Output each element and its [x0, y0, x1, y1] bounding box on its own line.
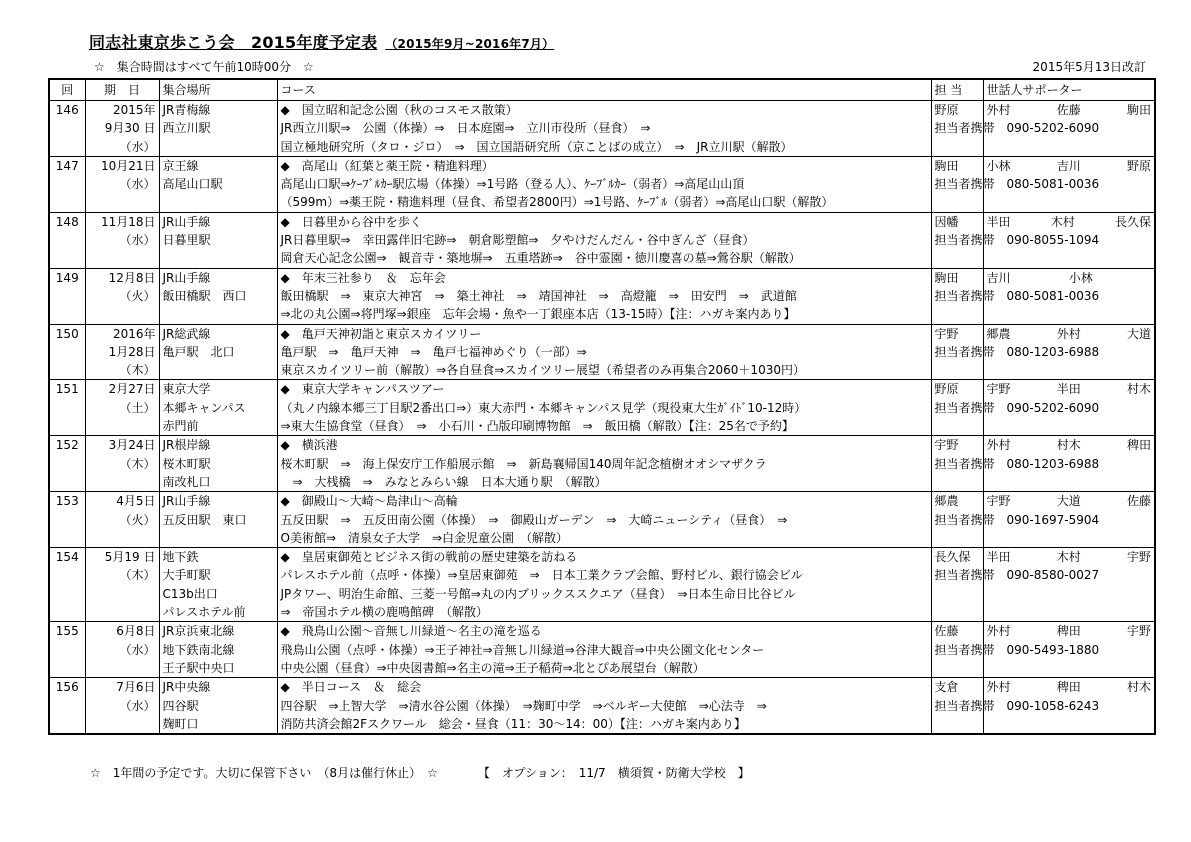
col-header-date: 期 日: [85, 79, 159, 101]
place-line: 京王線: [162, 158, 199, 173]
cell-meeting-place: [159, 678, 277, 734]
cell-no: 151: [49, 380, 85, 436]
date-line: [89, 249, 156, 267]
cell-leader: 佐藤 担当者携帯 090-5493-1880: [931, 622, 983, 678]
course-line: ◆ 東京大学キャンパスツアー: [280, 382, 445, 397]
cell-no: 152: [49, 436, 85, 492]
keep-note: ☆ 1年間の予定です。大切に保管下さい （8月は催行休止） ☆: [90, 766, 438, 780]
cell-course: [277, 678, 931, 734]
cell-course: [277, 212, 931, 268]
supporter-name: 宇野: [986, 494, 1011, 509]
cell-no: 155: [49, 622, 85, 678]
cell-no: 149: [49, 268, 85, 324]
cell-leader: 野原 担当者携帯 090-5202-6090: [931, 380, 983, 436]
cell-meeting-place: [159, 324, 277, 380]
place-line: [163, 305, 274, 323]
supporter-name: 稗田: [1056, 624, 1081, 639]
date-line: 4月5日: [116, 494, 156, 509]
course-line: ◆ 亀戸天神初詣と東京スカイツリー: [280, 326, 482, 341]
date-line: [89, 603, 156, 621]
place-line: JR青梅線: [162, 103, 211, 117]
date-line: 9月30 日: [104, 121, 156, 136]
course-line: 五反田駅 ⇒ 五反田南公園（体操） ⇒ 御殿山ガーデン ⇒ 大崎ニューシティ（昼食） ⇒: [280, 512, 788, 527]
supporters-list: [987, 380, 1152, 398]
supporter-name: 外村: [986, 438, 1011, 453]
place-line: 東京大学: [162, 382, 211, 397]
date-line: 5月19 日: [104, 550, 156, 565]
supporter-name: 駒田: [1126, 103, 1151, 117]
date-line: 2016年: [112, 326, 156, 341]
course-line: ⇒ 帝国ホテル横の鹿鳴館碑 （解散）: [280, 605, 488, 620]
cell-meeting-place: [159, 268, 277, 324]
col-header-place: 集合場所: [159, 79, 277, 101]
supporter-name: 半田: [1056, 382, 1081, 397]
cell-course: [277, 324, 931, 380]
place-line: C13b出口: [162, 586, 218, 601]
supporters-list: [987, 548, 1152, 566]
course-line: ◆ 日暮里から谷中を歩く: [280, 214, 422, 229]
leader-name: 佐藤: [934, 624, 959, 639]
supporters-list: [987, 622, 1152, 640]
place-line: 亀戸駅 北口: [162, 344, 235, 359]
title-main: 同志社東京歩こう会 2015年度予定表: [89, 33, 378, 52]
cell-meeting-place: [159, 212, 277, 268]
title-period: （2015年9月~2016年7月）: [385, 37, 555, 51]
cell-leader: 宇野 担当者携帯 080-1203-6988: [931, 436, 983, 492]
course-line: ◆ 皇居東御苑とビジネス街の戦前の歴史建築を訪ねる: [280, 550, 578, 565]
place-line: [163, 361, 274, 379]
cell-date: [85, 380, 159, 436]
course-line: 中央公園（昼食）⇒中央図書館⇒名主の滝⇒王子稲荷⇒北とぴあ展望台（解散）: [280, 660, 705, 675]
cell-leader: 野原 担当者携帯 090-5202-6090: [931, 101, 983, 157]
table-row: [49, 212, 1155, 268]
leader-name: 宇野: [934, 326, 959, 341]
place-line: JR山手線: [162, 494, 211, 509]
header-row: [49, 79, 1155, 101]
cell-course: [277, 380, 931, 436]
cell-course: [277, 492, 931, 548]
cell-no: 147: [49, 156, 85, 212]
cell-course: [277, 548, 931, 622]
course-line: （599m）⇒薬王院・精進料理（昼食、希望者2800円）⇒1号路、ｹｰﾌﾞﾙ（弱者）⇒高尾山口駅（解散）: [280, 195, 834, 210]
course-line: 岡倉天心記念公園⇒ 観音寺・築地塀⇒ 五重塔跡⇒ 谷中霊園・徳川慶喜の墓⇒鶯谷駅（解散）: [280, 251, 801, 266]
course-line: ⇒北の丸公園⇒将門塚⇒銀座 忘年会場・魚や一丁銀座本店（13-15時）【注：ハガキ案内あり】: [280, 307, 796, 322]
date-line: （水）: [119, 177, 156, 192]
cell-date: [85, 678, 159, 734]
date-line: [89, 193, 156, 211]
schedule-table: [48, 78, 1156, 735]
date-line: [89, 417, 156, 435]
cell-leader: 郷農 担当者携帯 090-1697-5904: [931, 492, 983, 548]
course-line: 飛鳥山公園（点呼・体操）⇒王子神社⇒音無し川緑道⇒谷津大観音⇒中央公園文化センター: [280, 642, 765, 657]
date-line: （火）: [119, 288, 156, 303]
cell-leader: 因幡 担当者携帯 090-8055-1094: [931, 212, 983, 268]
cell-no: 154: [49, 548, 85, 622]
col-header-supporters: 世話人サポーター: [983, 79, 1155, 101]
course-line: ⇒東大生協食堂（昼食） ⇒ 小石川・凸版印刷博物館 ⇒ 飯田橋（解散）【注：25名で予約】: [280, 419, 794, 434]
cell-meeting-place: [159, 436, 277, 492]
date-line: [89, 659, 156, 677]
supporter-name: 長久保: [1114, 214, 1151, 229]
course-line: ◆ 横浜港: [280, 438, 338, 453]
place-line: [163, 529, 274, 547]
cell-date: [85, 492, 159, 548]
cell-no: 156: [49, 678, 85, 734]
cell-date: [85, 548, 159, 622]
cell-meeting-place: [159, 156, 277, 212]
supporter-name: 半田: [986, 214, 1011, 229]
place-line: 桜木町駅: [162, 456, 211, 471]
cell-course: [277, 436, 931, 492]
course-line: ◆ 御殿山～大崎～島津山～高輪: [280, 494, 458, 509]
date-line: 11月18日: [100, 214, 156, 229]
course-line: 高尾山口駅⇒ｹｰﾌﾞﾙｶｰ駅広場（体操）⇒1号路（登る人）、ｹｰﾌﾞﾙｶｰ（弱者）⇒高尾山山頂: [280, 177, 745, 192]
supporter-name: 村木: [1056, 438, 1081, 453]
leader-name: 駒田: [934, 270, 959, 285]
cell-meeting-place: [159, 101, 277, 157]
supporter-name: 稗田: [1056, 680, 1081, 695]
cell-date: [85, 101, 159, 157]
supporter-name: 宇野: [986, 382, 1011, 397]
table-row: [49, 156, 1155, 212]
table-row: [49, 268, 1155, 324]
meeting-time-note: ☆ 集合時間はすべて午前10時00分 ☆: [94, 60, 314, 74]
cell-no: 148: [49, 212, 85, 268]
place-line: 本郷キャンパス: [162, 400, 246, 415]
cell-course: [277, 268, 931, 324]
date-line: （火）: [119, 512, 156, 527]
cell-no: 153: [49, 492, 85, 548]
supporter-name: 大道: [1056, 494, 1081, 509]
date-line: （水）: [119, 139, 156, 154]
place-line: 高尾山口駅: [162, 177, 223, 192]
cell-course: [277, 622, 931, 678]
supporter-name: 村木: [1126, 680, 1151, 695]
cell-date: [85, 212, 159, 268]
place-line: 南改札口: [162, 474, 211, 489]
course-line: パレスホテル前（点呼・体操）⇒皇居東御苑 ⇒ 日本工業クラブ会館、野村ビル、銀行協会ビル: [280, 568, 803, 583]
supporter-name: 村木: [1126, 382, 1151, 397]
leader-name: 郷農: [934, 494, 959, 509]
table-row: [49, 380, 1155, 436]
table-row: [49, 622, 1155, 678]
date-line: 3月24日: [108, 438, 156, 453]
supporters-list: [987, 678, 1152, 696]
table-row: [49, 101, 1155, 157]
col-header-no: 回: [49, 79, 85, 101]
supporter-name: 大道: [1126, 326, 1151, 341]
date-line: 2月27日: [108, 382, 156, 397]
place-line: パレスホテル前: [162, 605, 246, 620]
place-line: JR山手線: [162, 270, 211, 285]
col-header-leader: 担 当: [931, 79, 983, 101]
place-line: 大手町駅: [162, 568, 211, 583]
place-line: 王子駅中央口: [162, 660, 235, 675]
date-line: 10月21日: [100, 158, 156, 173]
date-line: 2015年: [112, 103, 156, 117]
place-line: JR根岸線: [162, 438, 211, 453]
cell-no: 146: [49, 101, 85, 157]
supporter-name: 稗田: [1126, 438, 1151, 453]
supporter-name: 木村: [1056, 550, 1081, 565]
supporters-list: [987, 157, 1152, 175]
cell-leader: 支倉 担当者携帯 090-1058-6243: [931, 678, 983, 734]
course-line: ◆ 半日コース ＆ 総会: [280, 680, 422, 695]
course-line: ⇒ 大桟橋 ⇒ みなとみらい線 日本大通り駅 （解散）: [280, 474, 607, 489]
date-line: （木）: [119, 456, 156, 471]
course-line: 桜木町駅 ⇒ 海上保安庁工作船展示館 ⇒ 新島襄帰国140周年記念植樹オオシマザクラ: [280, 456, 767, 471]
cell-date: [85, 156, 159, 212]
supporters-list: [987, 101, 1152, 119]
col-header-course: コース: [277, 79, 931, 101]
table-row: [49, 324, 1155, 380]
place-line: [163, 193, 274, 211]
supporter-name: 郷農: [986, 326, 1011, 341]
option-note: 【 オプション： 11/7 横須賀・防衛大学校 】: [477, 766, 750, 780]
place-line: 飯田橋駅 西口: [162, 288, 247, 303]
date-line: [89, 585, 156, 603]
date-line: （水）: [119, 642, 156, 657]
course-line: 国立極地研究所（タロ・ジロ） ⇒ 国立国語研究所（京ことばの成立） ⇒ JR立川駅（解散）: [280, 139, 793, 154]
course-line: 東京スカイツリー前（解散）⇒各自昼食⇒スカイツリー展望（希望者のみ再集合2060＋1030円）: [280, 363, 805, 378]
cell-date: [85, 324, 159, 380]
cell-meeting-place: [159, 380, 277, 436]
supporter-name: 木村: [1050, 214, 1075, 229]
supporter-name: 佐藤: [1126, 494, 1151, 509]
place-line: JR山手線: [162, 214, 211, 229]
date-line: [89, 715, 156, 733]
supporter-name: 吉川: [1056, 158, 1081, 173]
date-line: （水）: [119, 233, 156, 248]
cell-leader: 宇野 担当者携帯 080-1203-6988: [931, 324, 983, 380]
leader-name: 宇野: [934, 438, 959, 453]
date-line: 7月6日: [116, 680, 156, 695]
date-line: 6月8日: [116, 624, 156, 639]
place-line: JR総武線: [162, 326, 211, 341]
cell-date: [85, 622, 159, 678]
leader-name: 野原: [934, 103, 959, 117]
place-line: [163, 249, 274, 267]
leader-name: 因幡: [934, 214, 959, 229]
course-line: 消防共済会館2Fスクワール 総会・昼食（11：30～14：00）【注：ハガキ案内あり】: [280, 716, 746, 731]
course-line: ◆ 国立昭和記念公園（秋のコスモス散策）: [280, 103, 518, 117]
cell-date: [85, 268, 159, 324]
course-line: ◆ 高尾山（紅葉と薬王院・精進料理）: [280, 158, 494, 173]
table-row: [49, 492, 1155, 548]
place-line: JR中央線: [162, 680, 211, 695]
place-line: 麹町口: [162, 716, 199, 731]
cell-meeting-place: [159, 492, 277, 548]
cell-course: [277, 156, 931, 212]
date-line: 1月28日: [108, 344, 156, 359]
place-line: 西立川駅: [162, 121, 211, 136]
supporter-name: 宇野: [1126, 550, 1151, 565]
supporter-name: 野原: [1126, 158, 1151, 173]
place-line: [163, 138, 274, 156]
date-line: （水）: [119, 698, 156, 713]
course-line: JR西立川駅⇒ 公園（体操）⇒ 日本庭園⇒ 立川市役所（昼食） ⇒: [280, 121, 651, 136]
leader-name: 長久保: [934, 550, 971, 565]
leader-name: 支倉: [934, 680, 959, 695]
cell-leader: 長久保 担当者携帯 090-8580-0027: [931, 548, 983, 622]
place-line: 四谷駅: [162, 698, 199, 713]
supporter-name: 宇野: [1126, 624, 1151, 639]
supporter-name: 外村: [986, 680, 1011, 695]
course-line: 四谷駅 ⇒上智大学 ⇒清水谷公園（体操） ⇒麹町中学 ⇒ベルギー大使館 ⇒心法寺 ⇒: [280, 698, 767, 713]
supporter-name: 吉川: [986, 270, 1011, 285]
cell-date: [85, 436, 159, 492]
place-line: 地下鉄: [162, 550, 199, 565]
cell-no: 150: [49, 324, 85, 380]
cell-meeting-place: [159, 548, 277, 622]
place-line: 日暮里駅: [162, 233, 211, 248]
cell-leader: 駒田 担当者携帯 080-5081-0036: [931, 156, 983, 212]
course-line: ◆ 年末三社参り ＆ 忘年会: [280, 270, 446, 285]
supporter-name: 佐藤: [1056, 103, 1081, 117]
table-row: [49, 436, 1155, 492]
footer-note: [90, 764, 750, 781]
place-line: 赤門前: [162, 419, 199, 434]
course-line: 亀戸駅 ⇒ 亀戸天神 ⇒ 亀戸七福神めぐり（一部）⇒: [280, 344, 587, 359]
course-line: JPタワー、明治生命館、三菱一号館⇒丸の内ブリックススクエア（昼食） ⇒日本生命日比谷ビル: [280, 586, 796, 601]
course-line: JR日暮里駅⇒ 幸田露伴旧宅跡⇒ 朝倉彫塑館⇒ 夕やけだんだん・谷中ぎんざ（昼食）: [280, 233, 755, 248]
course-line: ◆ 飛鳥山公園～音無し川緑道～名主の滝を巡る: [280, 624, 542, 639]
supporters-list: [987, 269, 1152, 287]
cell-supporters: [983, 548, 1155, 622]
cell-leader: 駒田 担当者携帯 080-5081-0036: [931, 268, 983, 324]
supporters-list: [987, 213, 1152, 231]
place-line: 地下鉄南北線: [162, 642, 235, 657]
supporter-name: 外村: [1056, 326, 1081, 341]
supporters-list: [987, 325, 1152, 343]
course-line: 飯田橋駅 ⇒ 東京大神宮 ⇒ 築土神社 ⇒ 靖国神社 ⇒ 高燈籠 ⇒ 田安門 ⇒ 武道館: [280, 288, 797, 303]
date-line: 12月8日: [108, 270, 156, 285]
place-line: JR京浜東北線: [162, 624, 235, 639]
supporter-name: 外村: [986, 624, 1011, 639]
place-line: 五反田駅 東口: [162, 512, 247, 527]
leader-name: 野原: [934, 382, 959, 397]
date-line: [89, 529, 156, 547]
date-line: （木）: [119, 363, 156, 378]
page-title: [89, 30, 554, 53]
supporter-name: 外村: [986, 103, 1011, 117]
leader-name: 駒田: [934, 158, 959, 173]
date-line: [89, 305, 156, 323]
supporter-name: 小林: [986, 158, 1011, 173]
course-line: O美術館⇒ 清泉女子大学 ⇒白金児童公園 （解散）: [280, 530, 569, 545]
supporters-list: [987, 436, 1152, 454]
date-line: （木）: [119, 568, 156, 583]
course-line: （丸ノ内線本郷三丁目駅2番出口⇒）東大赤門・本郷キャンパス見学（現役東大生ｶﾞｲﾄﾞ10-12時）: [280, 400, 807, 415]
table-row: [49, 678, 1155, 734]
supporter-name: 半田: [986, 550, 1011, 565]
date-line: （土）: [119, 400, 156, 415]
cell-meeting-place: [159, 622, 277, 678]
revision-date: 2015年5月13日改訂: [1032, 60, 1146, 74]
cell-course: [277, 101, 931, 157]
supporter-name: 小林: [1068, 270, 1093, 285]
date-line: [89, 473, 156, 491]
supporters-list: [987, 492, 1152, 510]
table-row: [49, 548, 1155, 622]
